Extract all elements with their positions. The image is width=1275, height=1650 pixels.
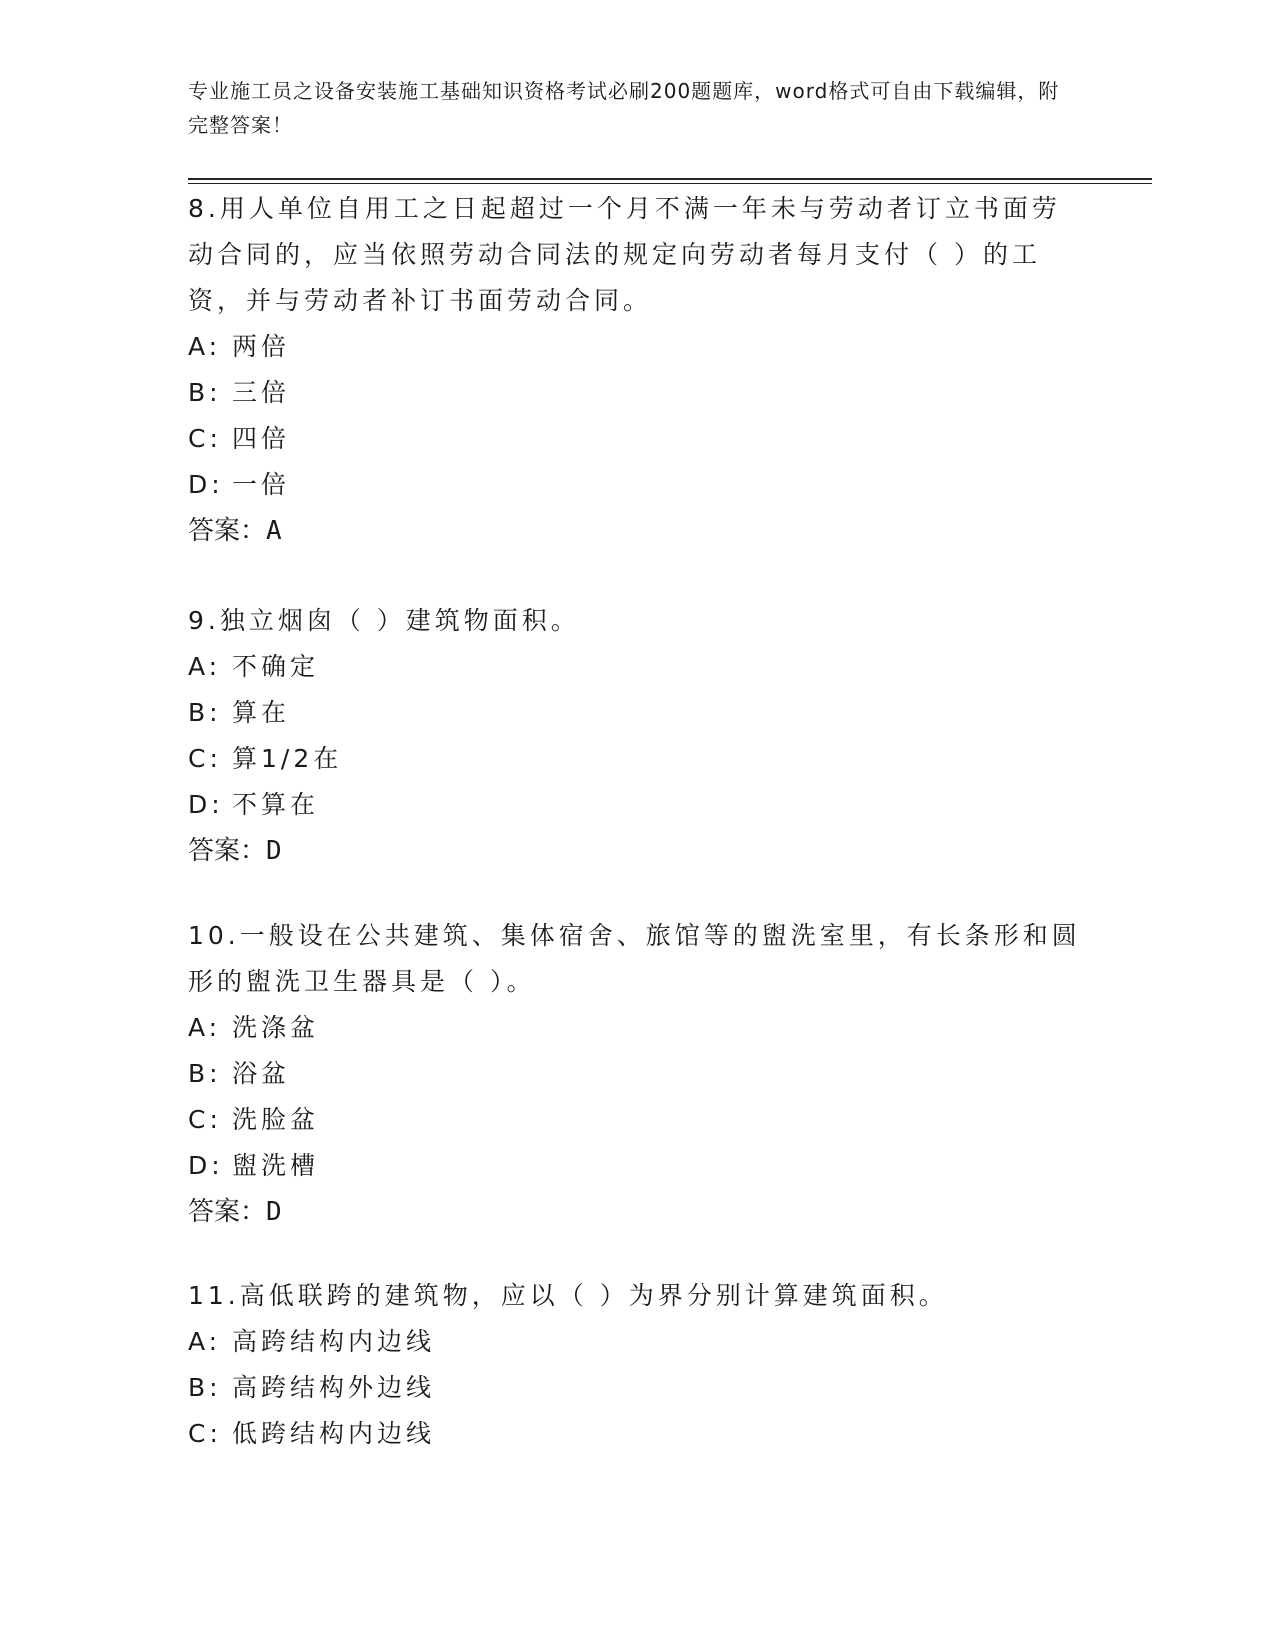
option-text: 两倍: [232, 332, 291, 361]
option-d: [188, 1143, 1088, 1189]
option-text: 四倍: [232, 424, 291, 453]
question-stem: 11.高低联跨的建筑物，应以（ ）为界分别计算建筑面积。: [188, 1281, 948, 1310]
answer-label: 答案：D: [188, 836, 282, 866]
option-c: [188, 416, 1088, 462]
option-a: [188, 1005, 1088, 1051]
question-11: [188, 1273, 1088, 1457]
option-letter: B:: [188, 1373, 222, 1402]
option-letter: C:: [188, 744, 222, 773]
option-a: [188, 1319, 1088, 1365]
option-letter: C:: [188, 424, 222, 453]
option-b: [188, 1051, 1088, 1097]
option-text: 不算在: [232, 790, 320, 819]
header-rule-thick: [188, 178, 1152, 180]
option-a: [188, 644, 1088, 690]
option-c: [188, 1097, 1088, 1143]
option-letter: A:: [188, 1327, 222, 1356]
option-text: 盥洗槽: [232, 1151, 320, 1180]
option-letter: A:: [188, 652, 222, 681]
question-stem: 9.独立烟囱（ ）建筑物面积。: [188, 606, 580, 635]
option-letter: B:: [188, 1059, 222, 1088]
option-letter: D:: [188, 790, 224, 819]
option-text: 高跨结构外边线: [232, 1373, 436, 1402]
question-stem: 10.一般设在公共建筑、集体宿舍、旅馆等的盥洗室里，有长条形和圆形的盥洗卫生器具是（ ）。: [188, 921, 1081, 996]
option-c: [188, 1411, 1088, 1457]
option-letter: C:: [188, 1419, 222, 1448]
option-text: 算在: [232, 698, 291, 727]
option-b: [188, 370, 1088, 416]
option-b: [188, 690, 1088, 736]
option-letter: D:: [188, 470, 224, 499]
answer-label: 答案：D: [188, 1197, 282, 1227]
question-8: [188, 186, 1088, 554]
option-text: 低跨结构内边线: [232, 1419, 436, 1448]
option-b: [188, 1365, 1088, 1411]
option-d: [188, 782, 1088, 828]
option-text: 浴盆: [232, 1059, 291, 1088]
option-c: [188, 736, 1088, 782]
option-letter: D:: [188, 1151, 224, 1180]
option-letter: B:: [188, 698, 222, 727]
option-text: 洗脸盆: [232, 1105, 320, 1134]
option-letter: A:: [188, 332, 222, 361]
question-10: [188, 913, 1088, 1235]
option-text: 三倍: [232, 378, 291, 407]
question-9: [188, 598, 1088, 874]
option-text: 不确定: [232, 652, 320, 681]
document-intro: 专业施工员之设备安装施工基础知识资格考试必刷200题题库，word格式可自由下载编辑，附完整答案！: [188, 79, 1060, 137]
option-text: 洗涤盆: [232, 1013, 320, 1042]
option-a: [188, 324, 1088, 370]
option-letter: A:: [188, 1013, 222, 1042]
option-text: 一倍: [232, 470, 291, 499]
option-d: [188, 462, 1088, 508]
question-stem: 8.用人单位自用工之日起超过一个月不满一年未与劳动者订立书面劳动合同的，应当依照劳动合同法的规定向劳动者每月支付（ ）的工资，并与劳动者补订书面劳动合同。: [188, 194, 1061, 315]
header-rule-thin: [188, 183, 1152, 184]
option-letter: C:: [188, 1105, 222, 1134]
option-letter: B:: [188, 378, 222, 407]
option-text: 高跨结构内边线: [232, 1327, 436, 1356]
option-text: 算1/2在: [232, 744, 343, 773]
answer-label: 答案：A: [188, 516, 282, 546]
